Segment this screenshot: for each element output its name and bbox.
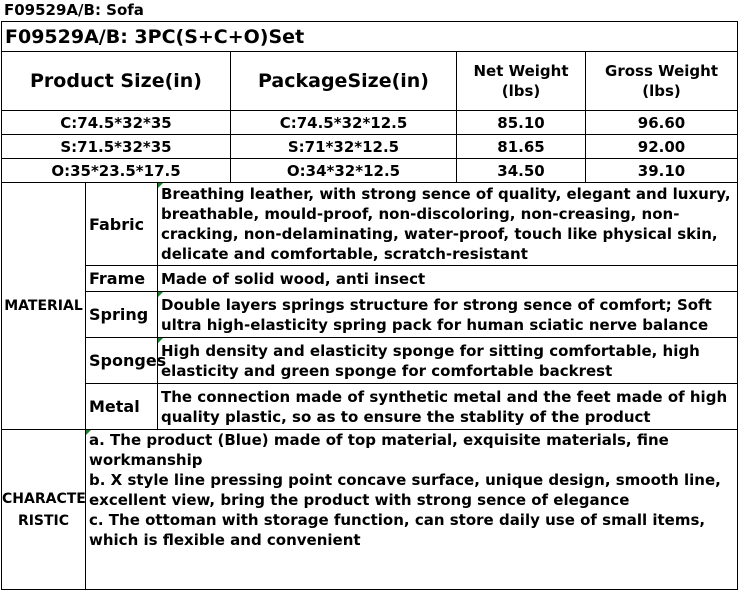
gross-weight-cell: 39.10 bbox=[586, 159, 738, 183]
package-size-cell: O:34*32*12.5 bbox=[231, 159, 457, 183]
characteristic-label bbox=[2, 430, 86, 590]
characteristic-label-line-2: RISTIC bbox=[17, 512, 70, 529]
product-size-cell: O:35*23.5*17.5 bbox=[2, 159, 231, 183]
characteristic-text bbox=[86, 430, 738, 590]
gross-weight-cell: 96.60 bbox=[586, 111, 738, 135]
material-value-frame: Made of solid wood, anti insect bbox=[158, 266, 738, 292]
package-size-cell: S:71*32*12.5 bbox=[231, 135, 457, 159]
material-value-metal: The connection made of synthetic metal and the feet made of high quality plastic, so as to ensure the stablity of the product bbox=[158, 384, 738, 430]
document-caption: F09529A/B: Sofa bbox=[4, 1, 144, 19]
package-size-cell: C:74.5*32*12.5 bbox=[231, 111, 457, 135]
material-value-fabric: Breathing leather, with strong sence of quality, elegant and luxury, breathable, mould-proof, non-discoloring, non-creasing, non-cracking, non-delaminating, water-proof, touch like physical skin, delicate and comfortable, scratch-resistant bbox=[158, 183, 738, 266]
table-row bbox=[2, 159, 738, 183]
header-gross-weight: Gross Weight (lbs) bbox=[586, 52, 738, 111]
material-key-metal: Metal bbox=[86, 384, 158, 430]
header-package-size: PackageSize(in) bbox=[231, 52, 457, 111]
material-key-frame: Frame bbox=[86, 266, 158, 292]
header-product-size: Product Size(in) bbox=[2, 52, 231, 111]
material-key-fabric: Fabric bbox=[86, 183, 158, 266]
characteristic-line: c. The ottoman with storage function, can store daily use of small items, which is flexible and convenient bbox=[89, 511, 706, 549]
material-key-spring: Spring bbox=[86, 292, 158, 338]
product-size-cell: S:71.5*32*35 bbox=[2, 135, 231, 159]
characteristic-label-line-1: CHARACTE bbox=[2, 490, 86, 507]
material-value-sponges: High density and elasticity sponge for sitting comfortable, high elasticity and green sponge for comfortable backrest bbox=[158, 338, 738, 384]
characteristic-line: a. The product (Blue) made of top material, exquisite materials, fine workmanship bbox=[89, 431, 669, 469]
net-weight-cell: 34.50 bbox=[457, 159, 586, 183]
set-title: F09529A/B: 3PC(S+C+O)Set bbox=[2, 22, 738, 52]
header-net-weight: Net Weight (lbs) bbox=[457, 52, 586, 111]
gross-weight-cell: 92.00 bbox=[586, 135, 738, 159]
material-label: MATERIAL bbox=[2, 183, 86, 430]
spec-table bbox=[1, 21, 738, 590]
material-key-sponges: Sponges bbox=[86, 338, 158, 384]
product-size-cell: C:74.5*32*35 bbox=[2, 111, 231, 135]
material-value-spring: Double layers springs structure for strong sence of comfort; Soft ultra high-elasticity spring pack for human sciatic nerve balance bbox=[158, 292, 738, 338]
table-row bbox=[2, 135, 738, 159]
net-weight-cell: 85.10 bbox=[457, 111, 586, 135]
characteristic-line: b. X style line pressing point concave surface, unique design, smooth line, excellent view, bring the product with strong sence of elegance bbox=[89, 471, 721, 509]
net-weight-cell: 81.65 bbox=[457, 135, 586, 159]
table-row bbox=[2, 111, 738, 135]
